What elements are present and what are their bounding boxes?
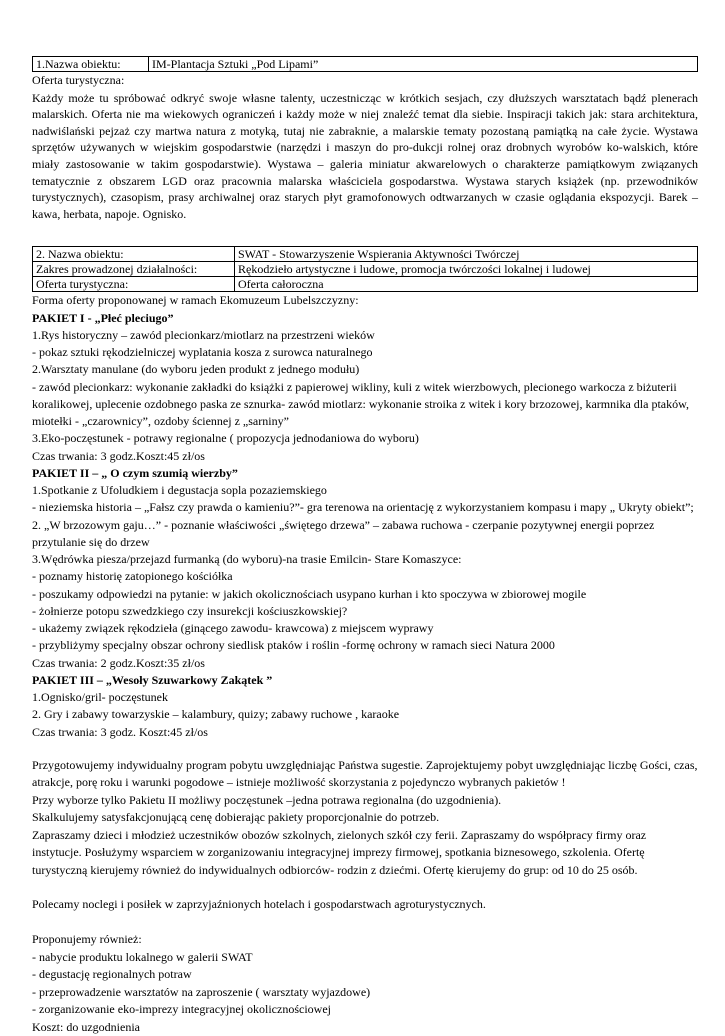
package-2-line: 3.Wędrówka piesza/przejazd furmanką (do wyboru)-na trasie Emilcin- Stare Komaszyce: (32, 552, 462, 567)
package-2-line: - poszukamy odpowiedzi na pytanie: w jakich okolicznościach usypano kurhan i kto spoczywa w zbiorowej mogile (32, 586, 587, 601)
also-item: - nabycie produktu lokalnego w galerii SWAT (32, 949, 253, 964)
also-item: - zorganizowanie eko-imprezy integracyjnej okolicznościowej (32, 1002, 331, 1017)
object-2-table (32, 246, 698, 292)
package-2-line: - przybliżymy specjalny obszar ochrony siedlisk ptaków i roślin -formę ochrony w ramach sieci Natura 2000 (32, 638, 555, 653)
also-heading: Proponujemy również: (32, 932, 142, 947)
also-item: - degustację regionalnych potraw (32, 967, 192, 982)
object-2-row (33, 277, 698, 292)
also-item: - przeprowadzenie warsztatów na zaproszenie ( warsztaty wyjazdowe) (32, 984, 371, 999)
package-2-line: - ukażemy związek rękodzieła (ginącego zawodu- krawcowa) z miejscem wyprawy (32, 621, 434, 636)
package-2-line: 2. „W brzozowym gaju…” - poznanie właściwości „świętego drzewa” – zabawa ruchowa - czerpanie pozytywnej energii poprzez przytulanie się do drzew (32, 517, 655, 549)
document-page (32, 56, 698, 1036)
package-2-line: 1.Spotkanie z Ufoludkiem i degustacja sopla pozaziemskiego (32, 483, 327, 498)
object-1-offer-text: Każdy może tu spróbować odkryć swoje własne talenty, uczestnicząc w krótkich sesjach, czy dłuższych warsztatach bądź plenerach malarskich. Oferta nie ma wiekowych ograniczeń i każdy może w niej znaleźć temat dla siebie. Inspiracji takich jak: stara architektura, nadwiślański pejzaż czy martwa natura z motyką, tutaj nie zabraknie, a malarskie tematy pozostaną pamiątką na całe życie. Wystawa sprzętów używanych w wiejskim gospodarstwie (narzędzi i maszyn do pro-dukcji rolnej oraz drobnych wyrobów ko-walskich, które miały zastosowanie w takim gospodarstwie). Wystawa – galeria miniatur akwarelowych o charakterze pamiątkowym związanych tematycznie z obszarem LGD oraz pracownia malarska właściciela gospodarstwa. Wystawa starych książek (np. przewodników turystycznych), czasopism, prasy archiwalnej oraz starych płyt gramofonowych odtwarzanych w czasie oglądania ekspozycji. Barek – kawa, herbata, napoje. Ognisko. (32, 90, 698, 221)
closing-block (32, 757, 698, 1036)
closing-paragraph: Przy wyborze tylko Pakietu II możliwy poczęstunek –jedna potrawa regionalna (do uzgodnienia). (32, 792, 502, 807)
packages-block (32, 292, 698, 741)
package-3-line: 2. Gry i zabawy towarzyskie – kalambury, quizy; zabawy ruchowe , karaoke (32, 707, 400, 722)
package-2-line: - żołnierze potopu szwedzkiego czy insurekcji kościuszkowskiej? (32, 603, 348, 618)
package-1-line: 3.Eko-poczęstunek - potrawy regionalne ( propozycja jednodaniowa do wyboru) (32, 431, 419, 446)
package-2-line: - nieziemska historia – „Fałsz czy prawda o kamieniu?”- gra terenowa na orientację z wykorzystaniem kompasu i mapy „ Ukryty obiekt”; (32, 500, 694, 515)
object-2-row (33, 247, 698, 262)
object-1-name-label: 1.Nazwa obiektu: (33, 57, 149, 72)
package-1-line: - pokaz sztuki rękodzielniczej wyplatania kosza z surowca naturalnego (32, 345, 373, 360)
closing-paragraph: Zapraszamy dzieci i młodzież uczestników obozów szkolnych, zielonych szkół czy ferii. Zapraszamy do współpracy firmy oraz instytucje. Posłużymy wsparciem w zorganizowaniu integracyjnej imprezy firmowej, spotkania biznesowego, szkolenia. Ofertę turystyczną kierujemy również do indywidualnych odbiorców- rodzin z dziećmi. Ofertę kierujemy do grup: od 10 do 25 osób. (32, 827, 647, 877)
closing-paragraph: Przygotowujemy indywidualny program pobytu uwzględniając Państwa sugestie. Zaprojektujemy pobyt uwzględniając liczbę Gości, czas, atrakcje, porę roku i warunki pogodowe – istnieje możliwość skorzystania z pojedynczo wybranych pakietów ! (32, 757, 698, 790)
object-2-scope-value: Rękodzieło artystyczne i ludowe, promocja twórczości lokalnej i ludowej (235, 262, 698, 277)
object-2-row (33, 262, 698, 277)
package-2-duration: Czas trwania: 2 godz.Koszt:35 zł/os (32, 655, 205, 670)
object-1-name-value: IM-Plantacja Sztuki „Pod Lipami” (149, 57, 698, 72)
package-2-line: - poznamy historię zatopionego kościółka (32, 569, 233, 584)
package-3-line: 1.Ognisko/gril- poczęstunek (32, 690, 168, 705)
packages-intro: Forma oferty proponowanej w ramach Ekomuzeum Lubelszczyzny: (32, 293, 359, 308)
closing-paragraph: Skalkulujemy satysfakcjonującą cenę dobierając pakiety proporcjonalnie do potrzeb. (32, 810, 440, 825)
package-1-line: 2.Warsztaty manulane (do wyboru jeden produkt z jednego modułu) (32, 362, 360, 377)
package-3-title: PAKIET III – „Wesoły Szuwarkowy Zakątek ” (32, 672, 273, 687)
package-1-line: 1.Rys historyczny – zawód plecionkarz/miotlarz na przestrzeni wieków (32, 327, 375, 342)
package-2-title: PAKIET II – „ O czym szumią wierzby” (32, 465, 238, 480)
package-1-duration: Czas trwania: 3 godz.Koszt:45 zł/os (32, 448, 205, 463)
object-1-table (32, 56, 698, 72)
package-1-line: - zawód plecionkarz: wykonanie zakładki do książki z papierowej wikliny, kuli z witek wierzbowych, plecionego warkocza z biżuterii koralikowej, uplecenie ozdobnego paska ze sznurka- zawód miotlarz: wykonanie stroika z witek i kory brzozowej, karmnika dla ptaków, miotełki - „czarownicy”, ozdoby ściennej z „sarniny” (32, 379, 689, 429)
cost-note: Koszt: do uzgodnienia (32, 1019, 140, 1034)
accommodation-note: Polecamy noclegi i posiłek w zaprzyjaźnionych hotelach i gospodarstwach agroturystycznych. (32, 897, 486, 912)
object-2-name-value: SWAT - Stowarzyszenie Wspierania Aktywności Twórczej (235, 247, 698, 262)
package-1-title: PAKIET I - „Płeć pleciugo” (32, 310, 174, 325)
object-2-offer-value: Oferta całoroczna (235, 277, 698, 292)
package-3-duration: Czas trwania: 3 godz. Koszt:45 zł/os (32, 724, 208, 739)
object-1-offer-heading: Oferta turystyczna: (32, 73, 125, 87)
object-2-name-label: 2. Nazwa obiektu: (33, 247, 235, 262)
object-2-scope-label: Zakres prowadzonej działalności: (33, 262, 235, 277)
object-2-offer-label: Oferta turystyczna: (33, 277, 235, 292)
object-1-name-row (33, 57, 698, 72)
